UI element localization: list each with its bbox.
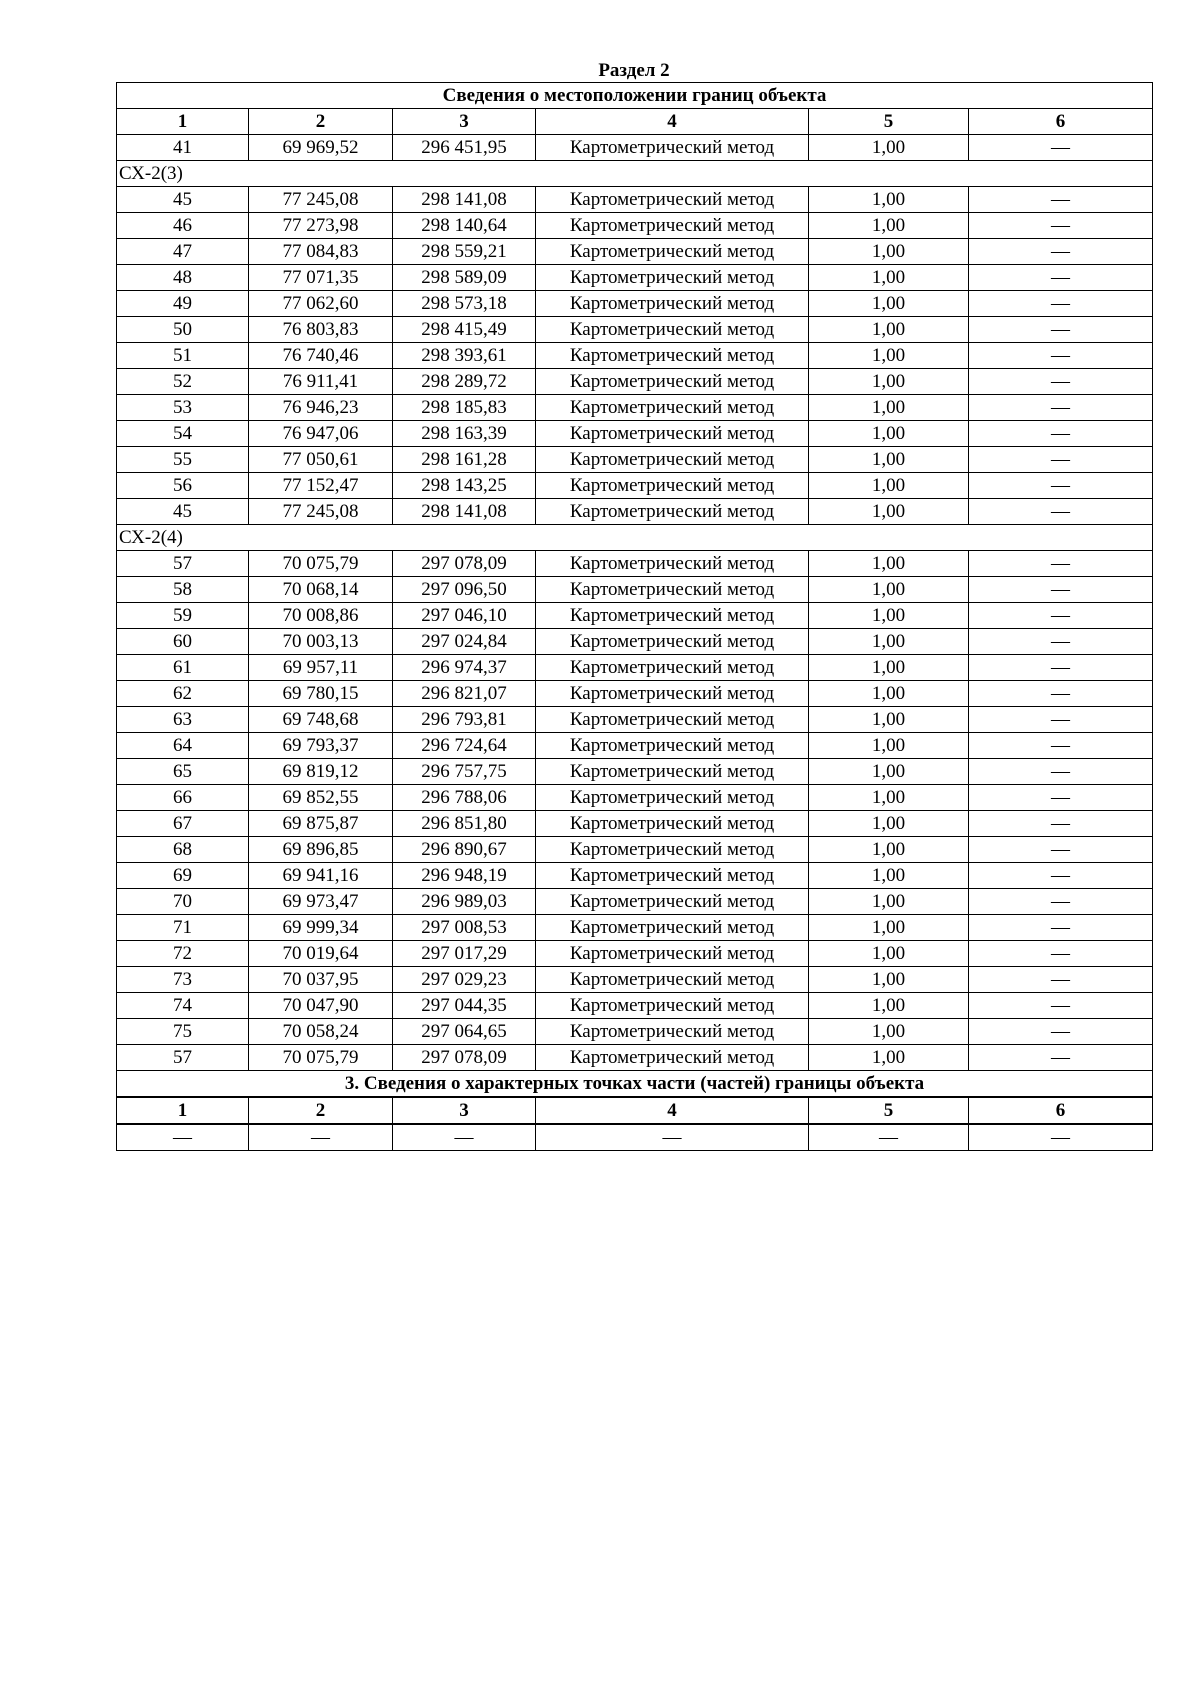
point-number-cell: 72	[117, 941, 249, 967]
x-coordinate-cell: 69 957,11	[249, 655, 393, 681]
description-cell: —	[969, 1045, 1153, 1071]
accuracy-cell: 1,00	[809, 655, 969, 681]
method-cell: —	[536, 1124, 809, 1151]
point-number-cell: 58	[117, 577, 249, 603]
description-cell: —	[969, 395, 1153, 421]
x-coordinate-cell: 69 896,85	[249, 837, 393, 863]
description-cell: —	[969, 421, 1153, 447]
table-row	[117, 1019, 1153, 1045]
description-cell: —	[969, 785, 1153, 811]
accuracy-cell: 1,00	[809, 837, 969, 863]
y-coordinate-cell: 296 948,19	[393, 863, 536, 889]
point-number-cell: 60	[117, 629, 249, 655]
method-cell: Картометрический метод	[536, 707, 809, 733]
x-coordinate-cell: 69 748,68	[249, 707, 393, 733]
method-cell: Картометрический метод	[536, 135, 809, 161]
method-cell: Картометрический метод	[536, 993, 809, 1019]
method-cell: Картометрический метод	[536, 187, 809, 213]
method-cell: Картометрический метод	[536, 811, 809, 837]
table-row	[117, 915, 1153, 941]
column-number: 3	[393, 1097, 536, 1124]
accuracy-cell: 1,00	[809, 993, 969, 1019]
description-cell: —	[969, 967, 1153, 993]
accuracy-cell: 1,00	[809, 291, 969, 317]
point-number-cell: 68	[117, 837, 249, 863]
description-cell: —	[969, 265, 1153, 291]
x-coordinate-cell: 70 075,79	[249, 551, 393, 577]
table-row	[117, 265, 1153, 291]
description-cell: —	[969, 135, 1153, 161]
y-coordinate-cell: 296 974,37	[393, 655, 536, 681]
point-number-cell: 62	[117, 681, 249, 707]
method-cell: Картометрический метод	[536, 1045, 809, 1071]
x-coordinate-cell: 77 062,60	[249, 291, 393, 317]
method-cell: Картометрический метод	[536, 291, 809, 317]
y-coordinate-cell: 296 451,95	[393, 135, 536, 161]
y-coordinate-cell: 296 821,07	[393, 681, 536, 707]
y-coordinate-cell: 297 029,23	[393, 967, 536, 993]
table-row	[117, 291, 1153, 317]
method-cell: Картометрический метод	[536, 941, 809, 967]
x-coordinate-cell: 69 819,12	[249, 759, 393, 785]
y-coordinate-cell: 296 757,75	[393, 759, 536, 785]
description-cell: —	[969, 733, 1153, 759]
part3-row	[117, 1124, 1153, 1151]
accuracy-cell: 1,00	[809, 265, 969, 291]
table-row	[117, 941, 1153, 967]
point-number-cell: 74	[117, 993, 249, 1019]
y-coordinate-cell: 297 044,35	[393, 993, 536, 1019]
accuracy-cell: 1,00	[809, 369, 969, 395]
table-row	[117, 785, 1153, 811]
x-coordinate-cell: 69 969,52	[249, 135, 393, 161]
table-row	[117, 473, 1153, 499]
table-row	[117, 967, 1153, 993]
method-cell: Картометрический метод	[536, 837, 809, 863]
point-number-cell: 70	[117, 889, 249, 915]
point-number-cell: 69	[117, 863, 249, 889]
point-number-cell: 57	[117, 551, 249, 577]
method-cell: Картометрический метод	[536, 967, 809, 993]
table-row	[117, 629, 1153, 655]
method-cell: Картометрический метод	[536, 785, 809, 811]
description-cell: —	[969, 187, 1153, 213]
accuracy-cell: 1,00	[809, 135, 969, 161]
x-coordinate-cell: 77 050,61	[249, 447, 393, 473]
accuracy-cell: 1,00	[809, 421, 969, 447]
description-cell: —	[969, 993, 1153, 1019]
y-coordinate-cell: 296 788,06	[393, 785, 536, 811]
point-number-cell: 75	[117, 1019, 249, 1045]
point-number-cell: 57	[117, 1045, 249, 1071]
table-body	[117, 83, 1153, 1151]
column-number: 3	[393, 109, 536, 135]
method-cell: Картометрический метод	[536, 395, 809, 421]
y-coordinate-cell: 296 890,67	[393, 837, 536, 863]
table-row	[117, 551, 1153, 577]
accuracy-cell: 1,00	[809, 499, 969, 525]
part3-title: 3. Сведения о характерных точках части (частей) границы объекта	[117, 1071, 1153, 1098]
y-coordinate-cell: 296 724,64	[393, 733, 536, 759]
x-coordinate-cell: 69 973,47	[249, 889, 393, 915]
y-coordinate-cell: 298 289,72	[393, 369, 536, 395]
column-number: 2	[249, 109, 393, 135]
y-coordinate-cell: 298 161,28	[393, 447, 536, 473]
table-row	[117, 187, 1153, 213]
description-cell: —	[969, 1019, 1153, 1045]
group-label: СХ-2(3)	[117, 161, 1153, 187]
point-number-cell: 71	[117, 915, 249, 941]
table-row	[117, 681, 1153, 707]
x-coordinate-cell: 70 008,86	[249, 603, 393, 629]
method-cell: Картометрический метод	[536, 551, 809, 577]
y-coordinate-cell: —	[393, 1124, 536, 1151]
x-coordinate-cell: 70 019,64	[249, 941, 393, 967]
point-number-cell: 59	[117, 603, 249, 629]
table-row	[117, 499, 1153, 525]
table-row	[117, 395, 1153, 421]
description-cell: —	[969, 291, 1153, 317]
x-coordinate-cell: 77 084,83	[249, 239, 393, 265]
group-label: СХ-2(4)	[117, 525, 1153, 551]
group-header-row	[117, 525, 1153, 551]
table-row	[117, 213, 1153, 239]
accuracy-cell: 1,00	[809, 889, 969, 915]
point-number-cell: 50	[117, 317, 249, 343]
method-cell: Картометрический метод	[536, 421, 809, 447]
y-coordinate-cell: 298 573,18	[393, 291, 536, 317]
table-row	[117, 577, 1153, 603]
table-row	[117, 811, 1153, 837]
x-coordinate-cell: 70 037,95	[249, 967, 393, 993]
description-cell: —	[969, 915, 1153, 941]
method-cell: Картометрический метод	[536, 655, 809, 681]
y-coordinate-cell: 298 393,61	[393, 343, 536, 369]
description-cell: —	[969, 1124, 1153, 1151]
x-coordinate-cell: 77 273,98	[249, 213, 393, 239]
accuracy-cell: 1,00	[809, 239, 969, 265]
point-number-cell: 53	[117, 395, 249, 421]
accuracy-cell: 1,00	[809, 1045, 969, 1071]
table-row	[117, 603, 1153, 629]
table-row	[117, 369, 1153, 395]
y-coordinate-cell: 298 185,83	[393, 395, 536, 421]
description-cell: —	[969, 889, 1153, 915]
y-coordinate-cell: 297 008,53	[393, 915, 536, 941]
point-number-cell: 67	[117, 811, 249, 837]
description-cell: —	[969, 499, 1153, 525]
section-title: Раздел 2	[598, 60, 670, 81]
x-coordinate-cell: 76 803,83	[249, 317, 393, 343]
accuracy-cell: 1,00	[809, 187, 969, 213]
method-cell: Картометрический метод	[536, 629, 809, 655]
description-cell: —	[969, 239, 1153, 265]
accuracy-cell: 1,00	[809, 395, 969, 421]
point-number-cell: 52	[117, 369, 249, 395]
method-cell: Картометрический метод	[536, 889, 809, 915]
table-row	[117, 889, 1153, 915]
point-number-cell: 41	[117, 135, 249, 161]
description-cell: —	[969, 681, 1153, 707]
method-cell: Картометрический метод	[536, 577, 809, 603]
column-number: 6	[969, 109, 1153, 135]
y-coordinate-cell: 298 140,64	[393, 213, 536, 239]
accuracy-cell: 1,00	[809, 707, 969, 733]
column-number: 4	[536, 109, 809, 135]
table-row	[117, 421, 1153, 447]
point-number-cell: 66	[117, 785, 249, 811]
y-coordinate-cell: 296 793,81	[393, 707, 536, 733]
y-coordinate-cell: 298 415,49	[393, 317, 536, 343]
accuracy-cell: 1,00	[809, 759, 969, 785]
point-number-cell: 61	[117, 655, 249, 681]
x-coordinate-cell: —	[249, 1124, 393, 1151]
accuracy-cell: 1,00	[809, 473, 969, 499]
point-number-cell: 45	[117, 499, 249, 525]
column-number: 5	[809, 1097, 969, 1124]
description-cell: —	[969, 863, 1153, 889]
point-number-cell: 51	[117, 343, 249, 369]
x-coordinate-cell: 77 071,35	[249, 265, 393, 291]
y-coordinate-cell: 297 078,09	[393, 551, 536, 577]
y-coordinate-cell: 298 163,39	[393, 421, 536, 447]
point-number-cell: 46	[117, 213, 249, 239]
point-number-cell: 47	[117, 239, 249, 265]
x-coordinate-cell: 77 245,08	[249, 499, 393, 525]
x-coordinate-cell: 76 946,23	[249, 395, 393, 421]
method-cell: Картометрический метод	[536, 317, 809, 343]
method-cell: Картометрический метод	[536, 265, 809, 291]
description-cell: —	[969, 707, 1153, 733]
column-number: 4	[536, 1097, 809, 1124]
x-coordinate-cell: 70 075,79	[249, 1045, 393, 1071]
accuracy-cell: 1,00	[809, 785, 969, 811]
description-cell: —	[969, 551, 1153, 577]
y-coordinate-cell: 297 046,10	[393, 603, 536, 629]
accuracy-cell: 1,00	[809, 915, 969, 941]
method-cell: Картометрический метод	[536, 473, 809, 499]
y-coordinate-cell: 297 024,84	[393, 629, 536, 655]
table-row	[117, 863, 1153, 889]
method-cell: Картометрический метод	[536, 499, 809, 525]
table-row	[117, 655, 1153, 681]
table-title-row	[117, 83, 1153, 109]
x-coordinate-cell: 76 911,41	[249, 369, 393, 395]
x-coordinate-cell: 69 793,37	[249, 733, 393, 759]
point-number-cell: 65	[117, 759, 249, 785]
y-coordinate-cell: 297 096,50	[393, 577, 536, 603]
description-cell: —	[969, 447, 1153, 473]
description-cell: —	[969, 941, 1153, 967]
table-row	[117, 707, 1153, 733]
x-coordinate-cell: 77 245,08	[249, 187, 393, 213]
table-row	[117, 343, 1153, 369]
accuracy-cell: 1,00	[809, 941, 969, 967]
point-number-cell: 54	[117, 421, 249, 447]
y-coordinate-cell: 297 064,65	[393, 1019, 536, 1045]
column-number: 6	[969, 1097, 1153, 1124]
accuracy-cell: 1,00	[809, 603, 969, 629]
description-cell: —	[969, 369, 1153, 395]
method-cell: Картометрический метод	[536, 447, 809, 473]
column-number: 5	[809, 109, 969, 135]
table-row	[117, 1045, 1153, 1071]
accuracy-cell: 1,00	[809, 577, 969, 603]
y-coordinate-cell: 298 559,21	[393, 239, 536, 265]
x-coordinate-cell: 70 003,13	[249, 629, 393, 655]
y-coordinate-cell: 298 143,25	[393, 473, 536, 499]
method-cell: Картометрический метод	[536, 681, 809, 707]
point-number-cell: 56	[117, 473, 249, 499]
method-cell: Картометрический метод	[536, 603, 809, 629]
accuracy-cell: —	[809, 1124, 969, 1151]
boundary-table	[116, 82, 1153, 1151]
x-coordinate-cell: 76 947,06	[249, 421, 393, 447]
method-cell: Картометрический метод	[536, 369, 809, 395]
column-number: 1	[117, 1097, 249, 1124]
accuracy-cell: 1,00	[809, 447, 969, 473]
table-row	[117, 993, 1153, 1019]
method-cell: Картометрический метод	[536, 915, 809, 941]
x-coordinate-cell: 70 068,14	[249, 577, 393, 603]
accuracy-cell: 1,00	[809, 343, 969, 369]
point-number-cell: —	[117, 1124, 249, 1151]
method-cell: Картометрический метод	[536, 239, 809, 265]
point-number-cell: 48	[117, 265, 249, 291]
accuracy-cell: 1,00	[809, 1019, 969, 1045]
description-cell: —	[969, 811, 1153, 837]
method-cell: Картометрический метод	[536, 733, 809, 759]
y-coordinate-cell: 298 589,09	[393, 265, 536, 291]
x-coordinate-cell: 70 058,24	[249, 1019, 393, 1045]
description-cell: —	[969, 629, 1153, 655]
table-row	[117, 733, 1153, 759]
x-coordinate-cell: 69 941,16	[249, 863, 393, 889]
x-coordinate-cell: 77 152,47	[249, 473, 393, 499]
part3-title-row	[117, 1071, 1153, 1098]
part3-column-number-row	[117, 1097, 1153, 1124]
accuracy-cell: 1,00	[809, 213, 969, 239]
point-number-cell: 63	[117, 707, 249, 733]
column-number-row	[117, 109, 1153, 135]
point-number-cell: 55	[117, 447, 249, 473]
description-cell: —	[969, 213, 1153, 239]
table-row	[117, 317, 1153, 343]
accuracy-cell: 1,00	[809, 551, 969, 577]
y-coordinate-cell: 297 078,09	[393, 1045, 536, 1071]
table-row	[117, 759, 1153, 785]
y-coordinate-cell: 298 141,08	[393, 187, 536, 213]
table-row	[117, 239, 1153, 265]
table-title: Сведения о местоположении границ объекта	[117, 83, 1153, 109]
description-cell: —	[969, 577, 1153, 603]
x-coordinate-cell: 69 780,15	[249, 681, 393, 707]
method-cell: Картометрический метод	[536, 759, 809, 785]
accuracy-cell: 1,00	[809, 317, 969, 343]
column-number: 1	[117, 109, 249, 135]
table-row	[117, 837, 1153, 863]
x-coordinate-cell: 70 047,90	[249, 993, 393, 1019]
method-cell: Картометрический метод	[536, 863, 809, 889]
x-coordinate-cell: 76 740,46	[249, 343, 393, 369]
point-number-cell: 49	[117, 291, 249, 317]
accuracy-cell: 1,00	[809, 863, 969, 889]
point-number-cell: 45	[117, 187, 249, 213]
method-cell: Картометрический метод	[536, 343, 809, 369]
description-cell: —	[969, 759, 1153, 785]
accuracy-cell: 1,00	[809, 811, 969, 837]
accuracy-cell: 1,00	[809, 681, 969, 707]
y-coordinate-cell: 298 141,08	[393, 499, 536, 525]
group-header-row	[117, 161, 1153, 187]
table-row	[117, 447, 1153, 473]
table-row	[117, 135, 1153, 161]
description-cell: —	[969, 317, 1153, 343]
description-cell: —	[969, 473, 1153, 499]
x-coordinate-cell: 69 875,87	[249, 811, 393, 837]
point-number-cell: 64	[117, 733, 249, 759]
column-number: 2	[249, 1097, 393, 1124]
x-coordinate-cell: 69 852,55	[249, 785, 393, 811]
description-cell: —	[969, 837, 1153, 863]
description-cell: —	[969, 603, 1153, 629]
x-coordinate-cell: 69 999,34	[249, 915, 393, 941]
point-number-cell: 73	[117, 967, 249, 993]
description-cell: —	[969, 655, 1153, 681]
description-cell: —	[969, 343, 1153, 369]
accuracy-cell: 1,00	[809, 629, 969, 655]
y-coordinate-cell: 296 851,80	[393, 811, 536, 837]
accuracy-cell: 1,00	[809, 967, 969, 993]
y-coordinate-cell: 297 017,29	[393, 941, 536, 967]
method-cell: Картометрический метод	[536, 213, 809, 239]
y-coordinate-cell: 296 989,03	[393, 889, 536, 915]
accuracy-cell: 1,00	[809, 733, 969, 759]
method-cell: Картометрический метод	[536, 1019, 809, 1045]
